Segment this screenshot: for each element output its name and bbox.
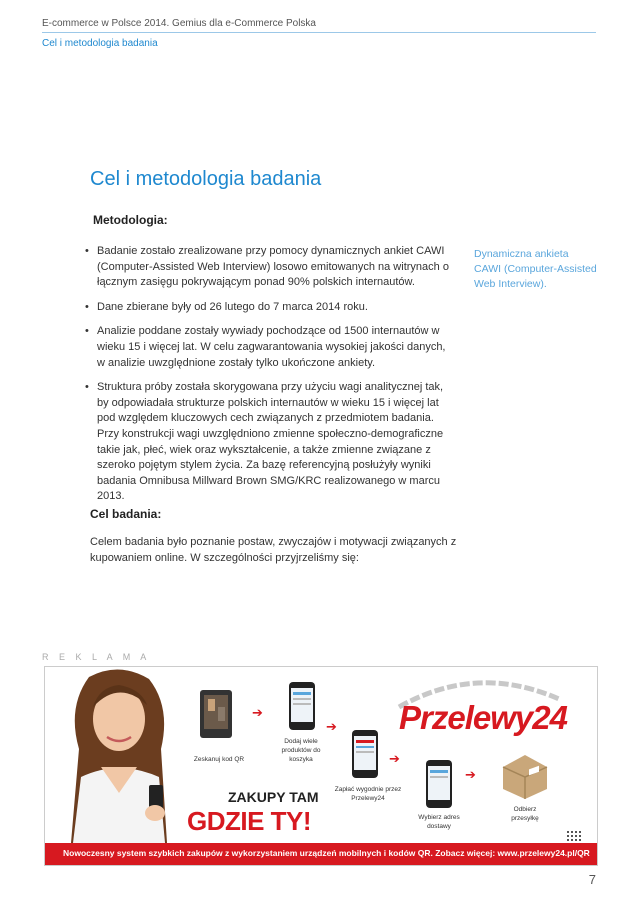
list-item: • Badanie zostało zrealizowane przy pomocy dynamicznych ankiet CAWI (Computer-Assisted Web Interview) losowo emitowanych na witrynach o łącznym zasięgu pokrywającym ponad 90% polskich internautów. [84, 244, 456, 291]
step-caption: Zapłać wygodnie przez Przelewy24 [334, 786, 402, 802]
phone-image [425, 759, 453, 809]
section-heading: Cel i metodologia badania [90, 168, 322, 190]
section-breadcrumb: Cel i metodologia badania [42, 38, 158, 49]
ad-label: R E K L A M A [42, 652, 151, 662]
kiosk-image [199, 689, 233, 739]
arrow-right-icon: ➔ [389, 751, 400, 766]
step-caption: Odbierz przesyłkę [511, 806, 539, 822]
arrow-right-icon: ➔ [326, 719, 337, 734]
ad-headline-1: ZAKUPY TAM [228, 789, 319, 805]
ad-bottom-text: Nowoczesny system szybkich zakupów z wykorzystaniem urządzeń mobilnych i kodów QR. Zobacz więcej: www.przelewy24.pl/QR [63, 848, 590, 858]
goal-intro: Celem badania było poznanie postaw, zwyczajów i motywacji związanych z kupowaniem online. W szczególności przyjrzeliśmy się: [90, 536, 457, 564]
goal-label: Cel badania: [90, 507, 162, 521]
arrow-right-icon: ➔ [465, 767, 476, 782]
list-item: • Dane zbierane były od 26 lutego do 7 marca 2014 roku. [84, 300, 456, 316]
document-title: E-commerce w Polsce 2014. Gemius dla e-Commerce Polska [42, 18, 316, 29]
ad-headline-2: GDZIE TY! [187, 806, 312, 836]
parcel-box-image [497, 749, 551, 801]
step-caption: Wybierz adres dostawy [418, 814, 460, 830]
list-item: • Struktura próby została skorygowana przy użyciu wagi analitycznej tak, by odpowiadała strukturze polskich internautów w wieku 15 i więcej lat pod względem kluczowych cech związanych z przedmiotem badania. Przy konstrukcji wagi uwzględniono zmienne społeczno-demograficzne takie jak, płeć, wiek oraz wykształcenie, a także zmienne związane z szeroko pojętym stylem życia. Za bazę referencyjną posłużyły wyniki badania Omnibusa Millward Brown SMG/KRC realizowanego w marcu 2013. [84, 380, 456, 505]
phone-image [288, 681, 316, 731]
sidebar-note: Dynamiczna ankieta CAWI (Computer-Assisted Web Interview). [474, 248, 597, 290]
step-caption: Dodaj wiele produktów do koszyka [281, 738, 321, 763]
woman-with-phone-image [49, 667, 187, 843]
przelewy24-logo: Przelewy24 [399, 699, 567, 736]
advertisement-banner[interactable] [44, 666, 598, 866]
methodology-list [84, 244, 456, 514]
phone-image [351, 729, 379, 779]
methodology-label: Metodologia: [93, 213, 168, 227]
page-number: 7 [588, 872, 596, 887]
header-divider [42, 32, 596, 33]
ad-bottom-bar [45, 843, 597, 865]
step-caption: Zeskanuj kod QR [193, 756, 245, 763]
list-item: • Analizie poddane zostały wywiady pochodzące od 1500 internautów w wieku 15 i więcej lat. W celu zagwarantowania wysokiej jakości danych, w analizie uwzględnione zostały tylko ukończone ankiety. [84, 324, 456, 371]
arrow-right-icon: ➔ [252, 705, 263, 720]
